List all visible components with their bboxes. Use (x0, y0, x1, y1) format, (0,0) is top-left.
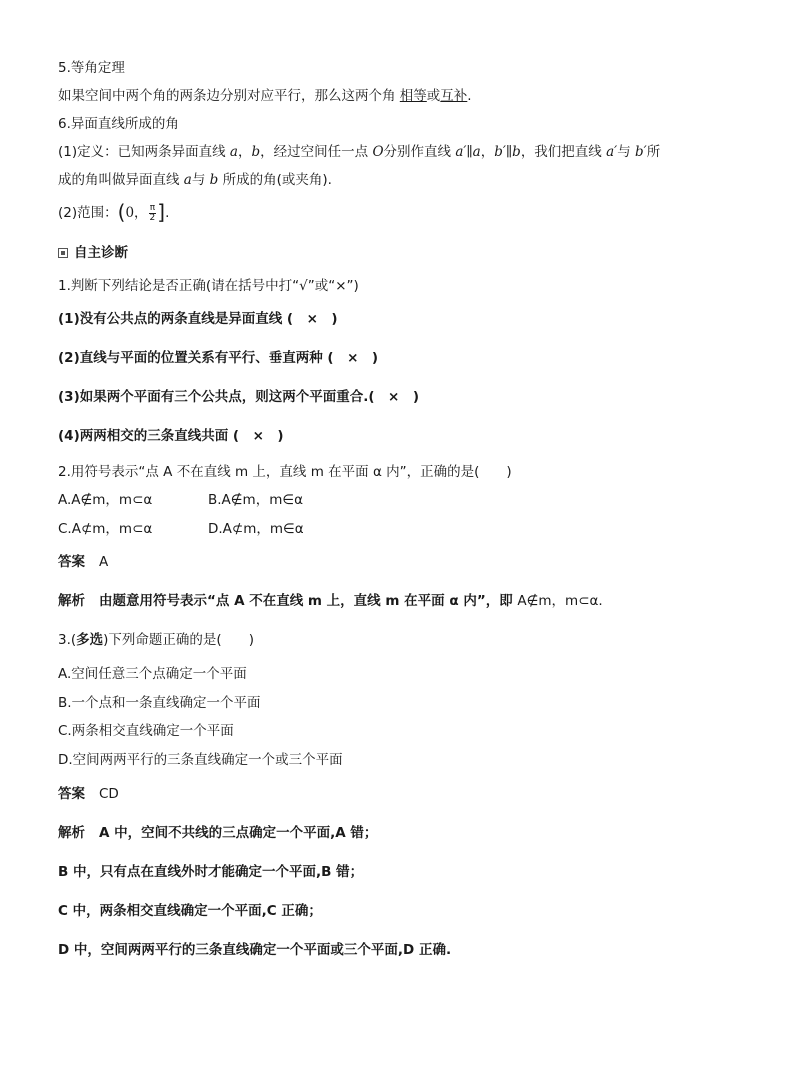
answer-label: 答案 (58, 554, 85, 570)
q2-option-a: A.A∉m，m⊂α (58, 492, 153, 508)
analysis-label: 解析 (58, 825, 85, 841)
range-close-bracket: ] (157, 200, 166, 224)
analysis-label: 解析 (58, 593, 85, 609)
q3-analysis-1: 解析 A 中，空间不共线的三点确定一个平面,A 错； (58, 825, 378, 841)
section-6-range: (2)范围：(0， $\frac{\pi}{2}$ ]. (58, 200, 170, 224)
q3-stem: 3.(多选)下列命题正确的是( ) (58, 632, 254, 648)
section-6-definition-line2: 成的角叫做异面直线 a与 b 所成的角(或夹角). (58, 172, 332, 188)
section-5-title: 5.等角定理 (58, 60, 125, 76)
q3-option-c: C.两条相交直线确定一个平面 (58, 723, 234, 739)
pi-over-two: $\frac{\pi}{2}$ (149, 202, 156, 223)
section-5-text: 如果空间中两个角的两条边分别对应平行，那么这两个角 相等或互补. (58, 88, 472, 104)
answer-equal: 相等 (399, 88, 427, 104)
q1-item-1: (1)没有公共点的两条直线是异面直线 ( × ) (58, 311, 338, 327)
q2-option-b: B.A∉m，m∈α (208, 492, 304, 508)
self-diagnosis-heading: 自主诊断 (58, 243, 128, 263)
q2-options-row2 (58, 519, 304, 539)
section-6-title: 6.异面直线所成的角 (58, 116, 179, 132)
q1-stem: 1.判断下列结论是否正确(请在括号中打“√”或“×”) (58, 278, 359, 294)
section-square-icon (58, 248, 68, 258)
q1-item-3: (3)如果两个平面有三个公共点，则这两个平面重合.( × ) (58, 389, 420, 405)
q2-option-d: D.A⊄m，m∈α (208, 521, 304, 537)
q1-item-4: (4)两两相交的三条直线共面 ( × ) (58, 428, 284, 444)
q3-option-a: A.空间任意三个点确定一个平面 (58, 666, 247, 682)
section-6-definition-line1: (1)定义：已知两条异面直线 a，b，经过空间任一点 O分别作直线 a′∥a，b′∥b，我们把直线 a′与 b′所 (58, 144, 661, 160)
q2-answer: 答案 A (58, 554, 109, 570)
q2-analysis: 解析 由题意用符号表示“点 A 不在直线 m 上，直线 m 在平面 α 内”，即 A∉m，m⊂α. (58, 593, 603, 609)
q3-analysis-4: D 中，空间两两平行的三条直线确定一个平面或三个平面,D 正确. (58, 942, 452, 958)
answer-label: 答案 (58, 786, 85, 802)
q2-options-row1 (58, 490, 303, 510)
q3-option-b: B.一个点和一条直线确定一个平面 (58, 695, 261, 711)
q3-option-d: D.空间两两平行的三条直线确定一个或三个平面 (58, 752, 343, 768)
answer-supplementary: 互补 (440, 88, 468, 104)
q3-analysis-2: B 中，只有点在直线外时才能确定一个平面,B 错； (58, 864, 364, 880)
q2-stem: 2.用符号表示“点 A 不在直线 m 上，直线 m 在平面 α 内”，正确的是( ) (58, 464, 512, 480)
q2-option-c: C.A⊄m，m⊂α (58, 521, 153, 537)
q1-item-2: (2)直线与平面的位置关系有平行、垂直两种 ( × ) (58, 350, 379, 366)
range-open-bracket: ( (117, 200, 126, 224)
q3-analysis-3: C 中，两条相交直线确定一个平面,C 正确； (58, 903, 322, 919)
q3-answer: 答案 CD (58, 786, 119, 802)
